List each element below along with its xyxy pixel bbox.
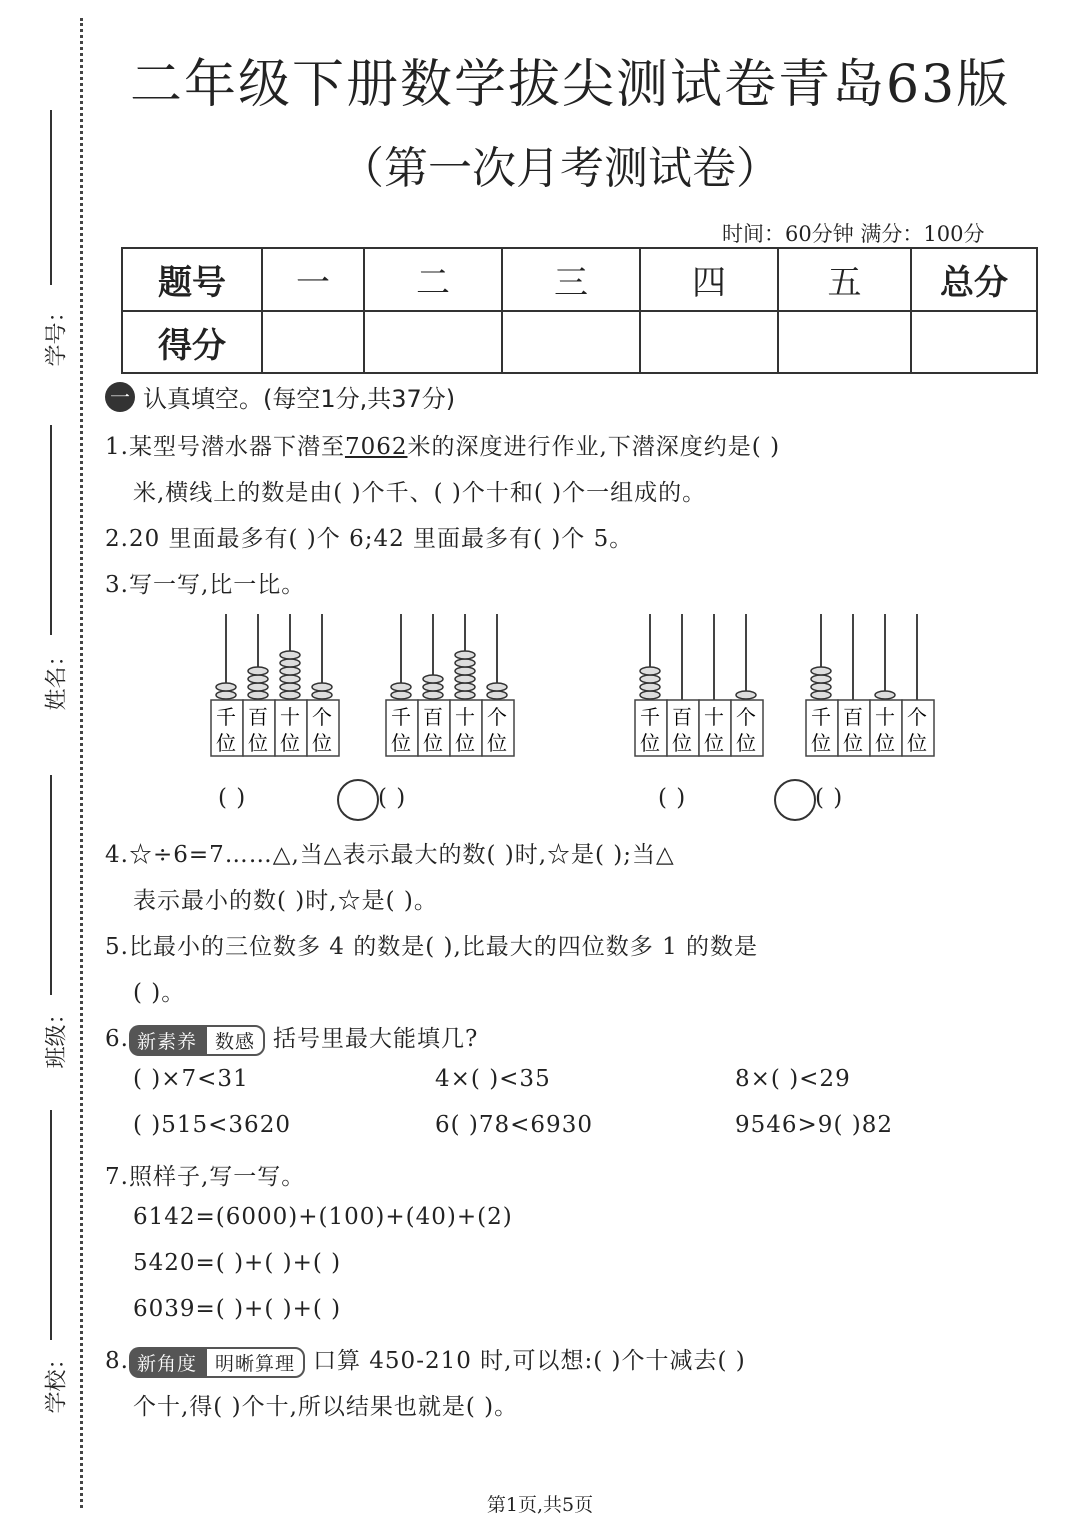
q6-item[interactable]: 6( )78<6930 xyxy=(435,1112,593,1138)
abacus-bead xyxy=(248,683,268,691)
abacus-bead xyxy=(640,691,660,699)
place-label: 位 xyxy=(672,731,692,755)
question-7: 7.照样子,写一写。 xyxy=(105,1164,306,1190)
abacus-4 xyxy=(805,612,937,758)
abacus-bead xyxy=(455,691,475,699)
place-label: 十 xyxy=(875,705,895,729)
score-header-cell: 二 xyxy=(364,248,502,311)
q6-item[interactable]: 4×( )<35 xyxy=(435,1066,551,1092)
school-label: 学校： xyxy=(44,1347,70,1414)
school-rule xyxy=(50,1110,52,1340)
place-label: 十 xyxy=(704,705,724,729)
abacus-bead xyxy=(423,683,443,691)
score-cell[interactable] xyxy=(778,311,911,373)
abacus-bead xyxy=(640,675,660,683)
q6-item[interactable]: 9546>9( )82 xyxy=(735,1112,893,1138)
question-8-line2: 个十,得( )个十,所以结果也就是( )。 xyxy=(133,1394,519,1420)
q6-tag-new-literacy: 新素养 xyxy=(129,1025,205,1056)
q3-blank-right-1[interactable]: ( ) xyxy=(378,785,407,811)
abacus-bead xyxy=(391,691,411,699)
abacus-bead xyxy=(312,683,332,691)
score-cell[interactable] xyxy=(640,311,778,373)
score-cell[interactable] xyxy=(262,311,364,373)
place-label: 十 xyxy=(455,705,475,729)
q7-line-2[interactable]: 6039=( )+( )+( ) xyxy=(133,1296,342,1322)
place-label: 位 xyxy=(704,731,724,755)
page-subtitle: （第一次月考测试卷） xyxy=(340,143,780,194)
q8-text: 口算 450-210 时,可以想:( )个十减去( ) xyxy=(312,1348,746,1374)
q6-tag-number-sense: 数感 xyxy=(205,1025,265,1056)
abacus-bead xyxy=(280,691,300,699)
abacus-bead xyxy=(248,691,268,699)
name-rule xyxy=(50,425,52,635)
place-label: 百 xyxy=(423,705,443,729)
abacus-bead xyxy=(423,691,443,699)
place-label: 位 xyxy=(640,731,660,755)
place-label: 位 xyxy=(312,731,332,755)
score-header-cell: 题号 xyxy=(122,248,262,311)
abacus-bead xyxy=(455,659,475,667)
question-1-line1 xyxy=(105,428,780,461)
place-label: 千 xyxy=(640,705,660,729)
score-cell[interactable] xyxy=(364,311,502,373)
q3-blank-right-2[interactable]: ( ) xyxy=(815,785,844,811)
place-label: 个 xyxy=(907,705,927,729)
question-6 xyxy=(105,1020,478,1056)
q8-tag-clear-reasoning: 明晰算理 xyxy=(205,1347,305,1378)
q7-example: 6142=(6000)+(100)+(40)+(2) xyxy=(133,1204,513,1230)
abacus-bead xyxy=(640,667,660,675)
abacus-bead xyxy=(216,691,236,699)
place-label: 位 xyxy=(875,731,895,755)
score-header-cell: 四 xyxy=(640,248,778,311)
q3-blank-left-2[interactable]: ( ) xyxy=(658,785,687,811)
page-footer: 第1页,共5页 xyxy=(486,1494,594,1516)
question-5-line2: ( )。 xyxy=(133,980,186,1006)
place-label: 千 xyxy=(391,705,411,729)
class-rule xyxy=(50,775,52,995)
class-label: 班级： xyxy=(44,1002,70,1069)
place-label: 位 xyxy=(216,731,236,755)
score-cell[interactable] xyxy=(911,311,1037,373)
abacus-bead xyxy=(736,691,756,699)
abacus-bead xyxy=(280,667,300,675)
name-label: 姓名： xyxy=(44,644,70,711)
compare-circle-2[interactable] xyxy=(774,779,816,821)
question-2: 2.20 里面最多有( )个 6;42 里面最多有( )个 5。 xyxy=(105,526,634,552)
question-4-line1: 4.☆÷6=7……△,当△表示最大的数( )时,☆是( );当△ xyxy=(105,842,675,868)
page-title: 二年级下册数学拔尖测试卷青岛63版 xyxy=(130,55,1011,115)
place-label: 位 xyxy=(811,731,831,755)
place-label: 位 xyxy=(455,731,475,755)
q1-text-a: 1.某型号潜水器下潜至 xyxy=(105,434,345,460)
place-label: 位 xyxy=(487,731,507,755)
place-label: 位 xyxy=(736,731,756,755)
abacus-2 xyxy=(385,612,517,758)
abacus-3 xyxy=(634,612,766,758)
abacus-bead xyxy=(216,683,236,691)
section-number-badge: 一 xyxy=(105,382,135,412)
abacus-1 xyxy=(210,612,342,758)
abacus-bead xyxy=(811,675,831,683)
student-id-label: 学号： xyxy=(44,300,70,367)
question-5-line1: 5.比最小的三位数多 4 的数是( ),比最大的四位数多 1 的数是 xyxy=(105,934,759,960)
section-heading xyxy=(105,379,455,414)
score-header-cell: 总分 xyxy=(911,248,1037,311)
exam-meta: 时间：60分钟 满分：100分 xyxy=(722,222,985,246)
abacus-bead xyxy=(280,659,300,667)
abacus-bead xyxy=(875,691,895,699)
place-label: 个 xyxy=(736,705,756,729)
q1-underlined-number: 7062 xyxy=(344,434,408,460)
q1-text-b: 米的深度进行作业,下潜深度约是( ) xyxy=(407,434,781,460)
q6-item[interactable]: 8×( )<29 xyxy=(735,1066,851,1092)
binding-dotted-line xyxy=(80,18,83,1508)
abacus-bead xyxy=(487,683,507,691)
place-label: 位 xyxy=(280,731,300,755)
abacus-bead xyxy=(811,691,831,699)
abacus-bead xyxy=(811,683,831,691)
question-3: 3.写一写,比一比。 xyxy=(105,572,306,598)
score-table xyxy=(121,247,1038,374)
compare-circle-1[interactable] xyxy=(337,779,379,821)
place-label: 个 xyxy=(487,705,507,729)
abacus-bead xyxy=(455,683,475,691)
abacus-bead xyxy=(455,675,475,683)
question-1-line2: 米,横线上的数是由( )个千、( )个十和( )个一组成的。 xyxy=(133,480,707,506)
place-label: 百 xyxy=(248,705,268,729)
abacus-bead xyxy=(640,683,660,691)
abacus-bead xyxy=(312,691,332,699)
abacus-bead xyxy=(391,683,411,691)
score-cell[interactable] xyxy=(502,311,640,373)
question-8 xyxy=(105,1342,746,1378)
q3-blank-left-1[interactable]: ( ) xyxy=(218,785,247,811)
score-header-cell: 五 xyxy=(778,248,911,311)
abacus-bead xyxy=(423,675,443,683)
abacus-bead xyxy=(280,675,300,683)
abacus-bead xyxy=(811,667,831,675)
place-label: 位 xyxy=(423,731,443,755)
score-header-cell: 三 xyxy=(502,248,640,311)
student-id-rule xyxy=(50,110,52,285)
q6-item[interactable]: ( )×7<31 xyxy=(133,1066,249,1092)
place-label: 百 xyxy=(672,705,692,729)
q6-text: 括号里最大能填几? xyxy=(272,1026,479,1052)
abacus-bead xyxy=(248,667,268,675)
place-label: 位 xyxy=(391,731,411,755)
q8-number: 8. xyxy=(105,1348,129,1374)
q7-line-1[interactable]: 5420=( )+( )+( ) xyxy=(133,1250,342,1276)
place-label: 个 xyxy=(312,705,332,729)
score-row-label: 得分 xyxy=(122,311,262,373)
place-label: 位 xyxy=(248,731,268,755)
abacus-bead xyxy=(455,651,475,659)
abacus-bead xyxy=(280,651,300,659)
q8-tag-new-angle: 新角度 xyxy=(129,1347,205,1378)
q6-number: 6. xyxy=(105,1026,129,1052)
place-label: 十 xyxy=(280,705,300,729)
place-label: 位 xyxy=(843,731,863,755)
abacus-bead xyxy=(280,683,300,691)
score-header-cell: 一 xyxy=(262,248,364,311)
abacus-bead xyxy=(455,667,475,675)
abacus-bead xyxy=(248,675,268,683)
place-label: 千 xyxy=(216,705,236,729)
section-title: 认真填空。(每空1分,共37分) xyxy=(143,385,456,413)
abacus-bead xyxy=(487,691,507,699)
place-label: 千 xyxy=(811,705,831,729)
place-label: 百 xyxy=(843,705,863,729)
place-label: 位 xyxy=(907,731,927,755)
q6-item[interactable]: ( )515<3620 xyxy=(133,1112,291,1138)
question-4-line2: 表示最小的数( )时,☆是( )。 xyxy=(133,888,438,914)
